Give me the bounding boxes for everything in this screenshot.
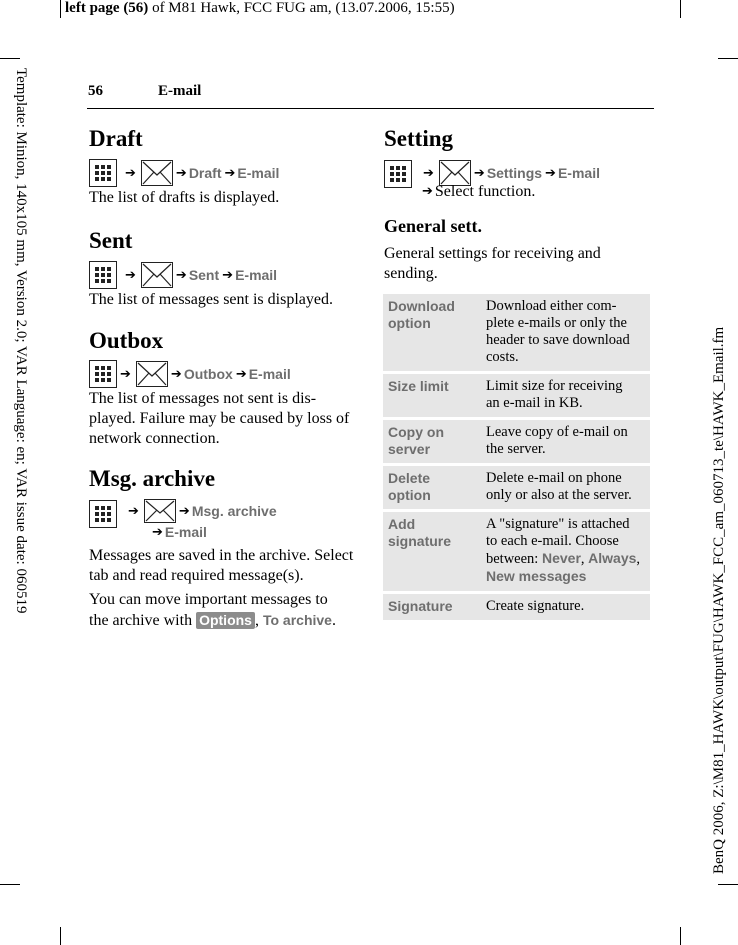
desc-line: [486, 550, 645, 568]
crop-mark: [60, 927, 61, 945]
general-text-line: General settings for receiving and: [384, 245, 601, 262]
envelope-icon: [141, 160, 173, 186]
separator: ,: [580, 551, 589, 567]
desc-line: an e-mail in KB.: [486, 395, 583, 411]
proof-header-bold: left page (56): [65, 0, 149, 16]
menu-item-email: E-mail: [164, 524, 207, 540]
setting-heading: Setting: [384, 126, 453, 151]
left-side-text: Template: Minion, 140x105 mm, Version 2.0; VAR Language: en; VAR issue date: 060519: [13, 68, 29, 614]
crop-mark: [0, 58, 20, 59]
setting-name: [383, 420, 481, 463]
setting-name-line: Size limit: [388, 378, 449, 394]
general-text-line: sending.: [384, 265, 438, 282]
desc-line: only or also at the server.: [486, 487, 632, 503]
crop-mark: [680, 0, 681, 18]
arrow-icon: ➔: [422, 184, 433, 199]
setting-name-line: Download: [388, 298, 455, 314]
desc-line: [486, 568, 645, 586]
setting-name: [383, 466, 481, 509]
draft-heading: Draft: [89, 126, 143, 151]
envelope-icon: [136, 361, 168, 387]
proof-header: [65, 0, 455, 17]
menu-item-email: E-mail: [235, 267, 278, 283]
outbox-text: [89, 389, 349, 449]
option-never: Never: [541, 550, 581, 566]
table-row: [383, 512, 650, 591]
settings-table: [383, 291, 650, 623]
menu-item-draft: Draft: [188, 165, 222, 181]
desc-line: header to save download: [486, 332, 630, 348]
outbox-text-line: network connection.: [89, 430, 220, 447]
draft-menu-path: [89, 158, 279, 188]
archive-heading: Msg. archive: [89, 466, 216, 491]
crop-mark: [718, 884, 738, 885]
header-rule: [87, 108, 654, 109]
arrow-icon: ➔: [152, 524, 163, 540]
arrow-icon: ➔: [125, 267, 136, 283]
crop-mark: [60, 0, 61, 18]
archive-move-line: You can move important messages to: [89, 591, 328, 608]
setting-select-function: [419, 182, 535, 202]
sent-text: The list of messages sent is displayed.: [89, 291, 333, 308]
table-row: [383, 374, 650, 417]
setting-name-line: Copy on: [388, 424, 444, 440]
crop-mark: [680, 927, 681, 945]
archive-move-text: [89, 590, 336, 631]
menu-grid-icon: [89, 360, 117, 388]
separator: ,: [636, 551, 641, 567]
arrow-icon: ➔: [178, 503, 190, 519]
to-archive-action: To archive: [262, 612, 332, 628]
menu-item-msg-archive: Msg. archive: [191, 503, 277, 519]
menu-grid-icon: [89, 261, 117, 289]
envelope-icon: [144, 499, 176, 523]
desc-line: costs.: [486, 349, 519, 365]
menu-item-outbox: Outbox: [183, 366, 233, 382]
outbox-heading: Outbox: [89, 328, 164, 353]
setting-name-line: server: [388, 441, 431, 457]
archive-text: [89, 546, 353, 586]
proof-header-rest: of M81 Hawk, FCC FUG am, (13.07.2006, 15:55): [148, 0, 455, 16]
arrow-icon: ➔: [175, 165, 187, 181]
options-softkey: Options: [196, 612, 255, 629]
menu-item-email: E-mail: [557, 165, 600, 181]
setting-description: [481, 420, 650, 463]
chapter-title: E-mail: [158, 83, 202, 99]
setting-name: [383, 294, 481, 371]
arrow-icon: ➔: [473, 165, 485, 181]
crop-mark: [0, 884, 20, 885]
arrow-icon: ➔: [222, 267, 234, 283]
envelope-icon: [141, 262, 173, 288]
option-always: Always: [588, 550, 637, 566]
table-row: [383, 594, 650, 620]
desc-line: Create signature.: [486, 598, 585, 614]
sent-heading: Sent: [89, 228, 133, 253]
setting-description: [481, 466, 650, 509]
desc-line: plete e-mails or only the: [486, 315, 627, 331]
setting-name-line: signature: [388, 533, 452, 549]
arrow-icon: ➔: [170, 366, 182, 382]
setting-description: [481, 594, 650, 620]
archive-text-line: Messages are saved in the archive. Select: [89, 547, 354, 564]
setting-name-line: Add: [388, 516, 416, 532]
desc-line: A "signature" is attached: [486, 516, 630, 532]
general-sett-heading: General sett.: [384, 216, 482, 236]
option-new-messages: New messages: [486, 568, 587, 584]
page-number: 56: [88, 83, 103, 99]
setting-name: [383, 374, 481, 417]
desc-line: Limit size for receiving: [486, 378, 623, 394]
setting-description: [481, 294, 650, 371]
setting-name-line: Delete option: [388, 470, 431, 503]
desc-line: Delete e-mail on phone: [486, 470, 622, 486]
general-sett-text: [384, 244, 601, 284]
menu-grid-icon: [384, 160, 412, 188]
menu-item-sent: Sent: [188, 267, 220, 283]
crop-mark: [718, 58, 738, 59]
select-function-text: Select function.: [434, 183, 536, 200]
desc-line: Download either com-: [486, 298, 617, 314]
menu-item-settings: Settings: [486, 165, 543, 181]
menu-grid-icon: [89, 159, 117, 187]
setting-name: [383, 512, 481, 591]
menu-grid-icon: [89, 500, 117, 528]
right-side-text: BenQ 2006, Z:\M81_HAWK\output\FUG\HAWK_FCC_am_060713_te\HAWK_Email.fm: [711, 326, 727, 874]
table-row: [383, 420, 650, 463]
table-row: [383, 294, 650, 371]
period: .: [331, 612, 336, 629]
desc-prefix: between:: [486, 551, 542, 567]
arrow-icon: ➔: [175, 267, 187, 283]
draft-text: The list of drafts is displayed.: [89, 189, 280, 206]
setting-name-line: Signature: [388, 598, 453, 614]
desc-line: to each e-mail. Choose: [486, 533, 619, 549]
arrow-icon: ➔: [120, 366, 131, 382]
arrow-icon: ➔: [545, 165, 556, 181]
arrow-icon: ➔: [224, 165, 236, 181]
setting-name: [383, 594, 481, 620]
desc-line: Leave copy of e-mail on: [486, 424, 628, 440]
comma: ,: [254, 612, 263, 629]
menu-item-email: E-mail: [248, 366, 291, 382]
desc-line: the server.: [486, 441, 546, 457]
menu-item-email: E-mail: [237, 165, 280, 181]
table-row: [383, 466, 650, 509]
arrow-icon: ➔: [125, 165, 136, 181]
archive-move-prefix: the archive with: [89, 612, 197, 629]
setting-name-line: option: [388, 315, 431, 331]
outbox-text-line: The list of messages not sent is dis-: [89, 390, 317, 407]
archive-menu-path: [89, 498, 277, 540]
archive-move-line: [89, 610, 336, 631]
outbox-text-line: played. Failure may be caused by loss of: [89, 410, 350, 427]
outbox-menu-path: [89, 359, 291, 389]
archive-text-line: tab and read required message(s).: [89, 567, 304, 584]
arrow-icon: ➔: [423, 165, 434, 181]
setting-description: [481, 374, 650, 417]
arrow-icon: ➔: [235, 366, 247, 382]
arrow-icon: ➔: [128, 503, 139, 519]
sent-menu-path: [89, 260, 277, 290]
setting-description: [481, 512, 650, 591]
